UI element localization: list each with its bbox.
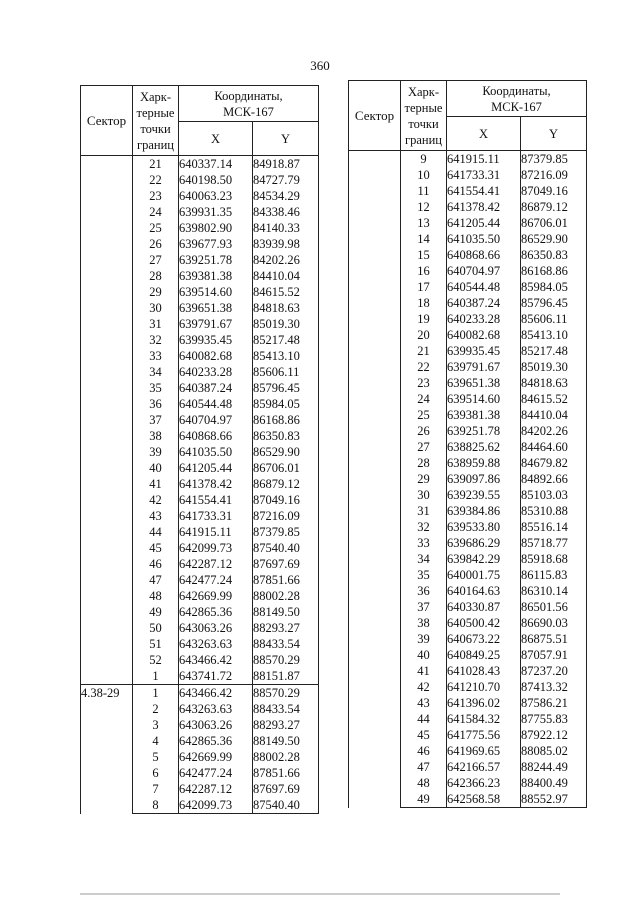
x-coordinate-cell: 641210.70 xyxy=(447,679,521,695)
x-coordinate-cell: 639514.60 xyxy=(179,284,253,300)
x-coordinate-cell: 639931.35 xyxy=(179,204,253,220)
table-row xyxy=(81,685,319,702)
coordinates-table-right xyxy=(348,80,587,808)
point-number-cell: 44 xyxy=(133,524,179,540)
x-coordinate-cell: 639935.45 xyxy=(179,332,253,348)
point-number-cell: 5 xyxy=(133,749,179,765)
x-coordinate-cell: 640337.14 xyxy=(179,156,253,173)
x-coordinate-cell: 643063.26 xyxy=(179,717,253,733)
x-coordinate-cell: 641584.32 xyxy=(447,711,521,727)
y-coordinate-cell: 86168.86 xyxy=(521,263,587,279)
point-number-cell: 22 xyxy=(401,359,447,375)
point-number-cell: 33 xyxy=(133,348,179,364)
y-coordinate-cell: 84140.33 xyxy=(253,220,319,236)
point-number-cell: 49 xyxy=(133,604,179,620)
x-coordinate-cell: 643741.72 xyxy=(179,668,253,685)
point-number-cell: 30 xyxy=(133,300,179,316)
point-number-cell: 22 xyxy=(133,172,179,188)
points-header-line: границ xyxy=(405,132,442,147)
point-number-cell: 6 xyxy=(133,765,179,781)
x-coordinate-cell: 638825.62 xyxy=(447,439,521,455)
x-coordinate-cell: 640387.24 xyxy=(447,295,521,311)
x-coordinate-cell: 640704.97 xyxy=(179,412,253,428)
y-coordinate-cell: 86115.83 xyxy=(521,567,587,583)
x-coordinate-cell: 639384.86 xyxy=(447,503,521,519)
coords-header xyxy=(179,86,319,122)
point-number-cell: 44 xyxy=(401,711,447,727)
x-coordinate-cell: 641554.41 xyxy=(447,183,521,199)
y-coordinate-cell: 86168.86 xyxy=(253,412,319,428)
y-coordinate-cell: 85413.10 xyxy=(521,327,587,343)
y-coordinate-cell: 85796.45 xyxy=(521,295,587,311)
page-number: 360 xyxy=(310,58,330,73)
x-coordinate-cell: 639791.67 xyxy=(179,316,253,332)
point-number-cell: 1 xyxy=(133,685,179,702)
table-body xyxy=(349,151,587,808)
x-coordinate-cell: 641733.31 xyxy=(179,508,253,524)
y-coordinate-cell: 85718.77 xyxy=(521,535,587,551)
point-number-cell: 24 xyxy=(133,204,179,220)
y-coordinate-cell: 86310.14 xyxy=(521,583,587,599)
y-coordinate-cell: 84679.82 xyxy=(521,455,587,471)
y-coordinate-cell: 87540.40 xyxy=(253,540,319,556)
y-coordinate-cell: 88244.49 xyxy=(521,759,587,775)
x-coordinate-cell: 639239.55 xyxy=(447,487,521,503)
point-number-cell: 33 xyxy=(401,535,447,551)
point-number-cell: 47 xyxy=(133,572,179,588)
x-coordinate-cell: 640673.22 xyxy=(447,631,521,647)
point-number-cell: 42 xyxy=(133,492,179,508)
table-row xyxy=(349,151,587,168)
point-number-cell: 20 xyxy=(401,327,447,343)
x-coordinate-cell: 642287.12 xyxy=(179,556,253,572)
point-number-cell: 48 xyxy=(133,588,179,604)
point-number-cell: 40 xyxy=(401,647,447,663)
table-row xyxy=(81,156,319,173)
point-number-cell: 47 xyxy=(401,759,447,775)
point-number-cell: 25 xyxy=(401,407,447,423)
point-number-cell: 21 xyxy=(133,156,179,173)
x-coordinate-cell: 642669.99 xyxy=(179,749,253,765)
x-coordinate-cell: 642477.24 xyxy=(179,765,253,781)
x-coordinate-cell: 641969.65 xyxy=(447,743,521,759)
coords-header-line: Координаты, xyxy=(214,88,283,103)
y-coordinate-cell: 85103.03 xyxy=(521,487,587,503)
x-coordinate-cell: 639097.86 xyxy=(447,471,521,487)
x-coordinate-cell: 639533.80 xyxy=(447,519,521,535)
point-number-cell: 23 xyxy=(133,188,179,204)
table-header xyxy=(81,86,319,156)
point-number-cell: 36 xyxy=(401,583,447,599)
sector-cell xyxy=(81,156,133,685)
point-number-cell: 46 xyxy=(401,743,447,759)
y-coordinate-cell: 88433.54 xyxy=(253,636,319,652)
x-coordinate-cell: 640387.24 xyxy=(179,380,253,396)
x-coordinate-cell: 642366.23 xyxy=(447,775,521,791)
x-coordinate-cell: 640544.48 xyxy=(447,279,521,295)
sector-header: Сектор xyxy=(81,86,133,156)
y-coordinate-cell: 86879.12 xyxy=(521,199,587,215)
y-coordinate-cell: 87057.91 xyxy=(521,647,587,663)
points-header-line: Харк- xyxy=(407,84,440,99)
x-coordinate-cell: 640849.25 xyxy=(447,647,521,663)
point-number-cell: 35 xyxy=(133,380,179,396)
y-coordinate-cell: 87049.16 xyxy=(521,183,587,199)
point-number-cell: 39 xyxy=(401,631,447,647)
x-coordinate-cell: 641396.02 xyxy=(447,695,521,711)
y-coordinate-cell: 88293.27 xyxy=(253,620,319,636)
point-number-cell: 26 xyxy=(133,236,179,252)
point-number-cell: 32 xyxy=(133,332,179,348)
point-number-cell: 14 xyxy=(401,231,447,247)
x-coordinate-cell: 642477.24 xyxy=(179,572,253,588)
y-coordinate-cell: 87379.85 xyxy=(253,524,319,540)
point-number-cell: 9 xyxy=(401,151,447,168)
table-header xyxy=(349,81,587,151)
y-coordinate-cell: 87049.16 xyxy=(253,492,319,508)
point-number-cell: 17 xyxy=(401,279,447,295)
x-coordinate-cell: 641205.44 xyxy=(447,215,521,231)
x-coordinate-cell: 639381.38 xyxy=(447,407,521,423)
x-coordinate-cell: 639514.60 xyxy=(447,391,521,407)
y-coordinate-cell: 85019.30 xyxy=(521,359,587,375)
point-number-cell: 45 xyxy=(133,540,179,556)
point-number-cell: 4 xyxy=(133,733,179,749)
point-number-cell: 42 xyxy=(401,679,447,695)
y-coordinate-cell: 85606.11 xyxy=(253,364,319,380)
x-coordinate-cell: 640544.48 xyxy=(179,396,253,412)
x-coordinate-cell: 640330.87 xyxy=(447,599,521,615)
y-coordinate-cell: 87851.66 xyxy=(253,765,319,781)
y-coordinate-cell: 87237.20 xyxy=(521,663,587,679)
x-coordinate-cell: 642865.36 xyxy=(179,733,253,749)
point-number-cell: 1 xyxy=(133,668,179,685)
x-coordinate-cell: 641915.11 xyxy=(447,151,521,168)
y-coordinate-cell: 84534.29 xyxy=(253,188,319,204)
x-coordinate-cell: 642287.12 xyxy=(179,781,253,797)
point-number-cell: 26 xyxy=(401,423,447,439)
point-number-cell: 16 xyxy=(401,263,447,279)
point-number-cell: 41 xyxy=(401,663,447,679)
point-number-cell: 31 xyxy=(133,316,179,332)
point-number-cell: 30 xyxy=(401,487,447,503)
x-coordinate-cell: 641205.44 xyxy=(179,460,253,476)
x-coordinate-cell: 640082.68 xyxy=(179,348,253,364)
x-coordinate-cell: 639802.90 xyxy=(179,220,253,236)
y-coordinate-cell: 84615.52 xyxy=(253,284,319,300)
x-coordinate-cell: 639651.38 xyxy=(179,300,253,316)
points-header-line: терные xyxy=(136,105,175,120)
point-number-cell: 27 xyxy=(401,439,447,455)
x-coordinate-cell: 643263.63 xyxy=(179,701,253,717)
x-coordinate-cell: 640063.23 xyxy=(179,188,253,204)
point-number-cell: 48 xyxy=(401,775,447,791)
points-header-line: границ xyxy=(137,137,174,152)
coords-header-line: МСК-167 xyxy=(223,104,274,119)
points-header-line: точки xyxy=(140,121,171,136)
y-coordinate-cell: 87379.85 xyxy=(521,151,587,168)
coords-header xyxy=(447,81,587,117)
x-coordinate-cell: 640233.28 xyxy=(179,364,253,380)
point-number-cell: 50 xyxy=(133,620,179,636)
x-coordinate-cell: 641378.42 xyxy=(179,476,253,492)
point-number-cell: 29 xyxy=(401,471,447,487)
sector-cell: 4.38-29 xyxy=(81,685,133,814)
point-number-cell: 10 xyxy=(401,167,447,183)
y-coordinate-cell: 87697.69 xyxy=(253,556,319,572)
point-number-cell: 40 xyxy=(133,460,179,476)
x-coordinate-cell: 640198.50 xyxy=(179,172,253,188)
y-coordinate-cell: 86690.03 xyxy=(521,615,587,631)
point-number-cell: 34 xyxy=(401,551,447,567)
y-coordinate-cell: 86529.90 xyxy=(521,231,587,247)
coordinates-table-left xyxy=(80,85,319,814)
point-number-cell: 32 xyxy=(401,519,447,535)
y-coordinate-cell: 88570.29 xyxy=(253,685,319,702)
point-number-cell: 12 xyxy=(401,199,447,215)
x-coordinate-cell: 640001.75 xyxy=(447,567,521,583)
y-coordinate-cell: 85984.05 xyxy=(521,279,587,295)
y-coordinate-cell: 84202.26 xyxy=(253,252,319,268)
point-number-cell: 28 xyxy=(133,268,179,284)
x-header: X xyxy=(179,122,253,156)
y-coordinate-cell: 87216.09 xyxy=(253,508,319,524)
y-coordinate-cell: 85310.88 xyxy=(521,503,587,519)
y-coordinate-cell: 86501.56 xyxy=(521,599,587,615)
y-coordinate-cell: 85413.10 xyxy=(253,348,319,364)
sector-header: Сектор xyxy=(349,81,401,151)
y-coordinate-cell: 87216.09 xyxy=(521,167,587,183)
x-coordinate-cell: 640164.63 xyxy=(447,583,521,599)
x-coordinate-cell: 641035.50 xyxy=(447,231,521,247)
y-coordinate-cell: 86706.01 xyxy=(253,460,319,476)
point-number-cell: 23 xyxy=(401,375,447,391)
point-number-cell: 25 xyxy=(133,220,179,236)
point-number-cell: 24 xyxy=(401,391,447,407)
point-number-cell: 2 xyxy=(133,701,179,717)
x-coordinate-cell: 642099.73 xyxy=(179,797,253,814)
point-number-cell: 7 xyxy=(133,781,179,797)
scan-edge-line xyxy=(80,893,560,895)
point-number-cell: 37 xyxy=(133,412,179,428)
y-coordinate-cell: 84892.66 xyxy=(521,471,587,487)
point-number-cell: 38 xyxy=(133,428,179,444)
x-coordinate-cell: 639791.67 xyxy=(447,359,521,375)
x-coordinate-cell: 640082.68 xyxy=(447,327,521,343)
point-number-cell: 21 xyxy=(401,343,447,359)
y-coordinate-cell: 84410.04 xyxy=(253,268,319,284)
y-coordinate-cell: 87697.69 xyxy=(253,781,319,797)
y-coordinate-cell: 86879.12 xyxy=(253,476,319,492)
x-header: X xyxy=(447,117,521,151)
point-number-cell: 31 xyxy=(401,503,447,519)
y-header: Y xyxy=(521,117,587,151)
y-coordinate-cell: 88570.29 xyxy=(253,652,319,668)
point-number-cell: 27 xyxy=(133,252,179,268)
x-coordinate-cell: 641035.50 xyxy=(179,444,253,460)
y-coordinate-cell: 87413.32 xyxy=(521,679,587,695)
x-coordinate-cell: 643263.63 xyxy=(179,636,253,652)
point-number-cell: 49 xyxy=(401,791,447,808)
y-coordinate-cell: 84818.63 xyxy=(253,300,319,316)
x-coordinate-cell: 642568.58 xyxy=(447,791,521,808)
y-coordinate-cell: 88085.02 xyxy=(521,743,587,759)
y-coordinate-cell: 88149.50 xyxy=(253,733,319,749)
x-coordinate-cell: 641028.43 xyxy=(447,663,521,679)
y-coordinate-cell: 87851.66 xyxy=(253,572,319,588)
x-coordinate-cell: 642099.73 xyxy=(179,540,253,556)
y-coordinate-cell: 88400.49 xyxy=(521,775,587,791)
point-number-cell: 35 xyxy=(401,567,447,583)
table-body xyxy=(81,156,319,814)
x-coordinate-cell: 639251.78 xyxy=(447,423,521,439)
x-coordinate-cell: 643063.26 xyxy=(179,620,253,636)
point-number-cell: 34 xyxy=(133,364,179,380)
x-coordinate-cell: 639251.78 xyxy=(179,252,253,268)
y-coordinate-cell: 84338.46 xyxy=(253,204,319,220)
x-coordinate-cell: 639686.29 xyxy=(447,535,521,551)
y-coordinate-cell: 86706.01 xyxy=(521,215,587,231)
x-coordinate-cell: 641378.42 xyxy=(447,199,521,215)
x-coordinate-cell: 641915.11 xyxy=(179,524,253,540)
x-coordinate-cell: 640868.66 xyxy=(179,428,253,444)
y-coordinate-cell: 83939.98 xyxy=(253,236,319,252)
coords-header-line: Координаты, xyxy=(482,83,551,98)
point-number-cell: 19 xyxy=(401,311,447,327)
y-coordinate-cell: 85606.11 xyxy=(521,311,587,327)
point-number-cell: 36 xyxy=(133,396,179,412)
y-coordinate-cell: 84918.87 xyxy=(253,156,319,173)
sector-cell xyxy=(349,151,401,808)
point-number-cell: 43 xyxy=(133,508,179,524)
y-coordinate-cell: 87755.83 xyxy=(521,711,587,727)
x-coordinate-cell: 639651.38 xyxy=(447,375,521,391)
y-coordinate-cell: 88552.97 xyxy=(521,791,587,808)
point-number-cell: 15 xyxy=(401,247,447,263)
x-coordinate-cell: 642166.57 xyxy=(447,759,521,775)
x-coordinate-cell: 639935.45 xyxy=(447,343,521,359)
y-coordinate-cell: 88149.50 xyxy=(253,604,319,620)
y-coordinate-cell: 87540.40 xyxy=(253,797,319,814)
x-coordinate-cell: 641775.56 xyxy=(447,727,521,743)
y-coordinate-cell: 87922.12 xyxy=(521,727,587,743)
y-coordinate-cell: 87586.21 xyxy=(521,695,587,711)
point-number-cell: 3 xyxy=(133,717,179,733)
point-number-cell: 52 xyxy=(133,652,179,668)
y-coordinate-cell: 88293.27 xyxy=(253,717,319,733)
y-coordinate-cell: 85984.05 xyxy=(253,396,319,412)
coords-header-line: МСК-167 xyxy=(491,99,542,114)
points-header-line: точки xyxy=(408,116,439,131)
point-number-cell: 39 xyxy=(133,444,179,460)
y-coordinate-cell: 84464.60 xyxy=(521,439,587,455)
point-number-cell: 29 xyxy=(133,284,179,300)
y-coordinate-cell: 85019.30 xyxy=(253,316,319,332)
y-coordinate-cell: 85918.68 xyxy=(521,551,587,567)
y-coordinate-cell: 86350.83 xyxy=(521,247,587,263)
x-coordinate-cell: 639381.38 xyxy=(179,268,253,284)
x-coordinate-cell: 641733.31 xyxy=(447,167,521,183)
point-number-cell: 41 xyxy=(133,476,179,492)
y-coordinate-cell: 86350.83 xyxy=(253,428,319,444)
x-coordinate-cell: 642669.99 xyxy=(179,588,253,604)
y-header: Y xyxy=(253,122,319,156)
x-coordinate-cell: 640868.66 xyxy=(447,247,521,263)
y-coordinate-cell: 85516.14 xyxy=(521,519,587,535)
y-coordinate-cell: 84818.63 xyxy=(521,375,587,391)
point-number-cell: 45 xyxy=(401,727,447,743)
point-number-cell: 46 xyxy=(133,556,179,572)
y-coordinate-cell: 84410.04 xyxy=(521,407,587,423)
point-number-cell: 28 xyxy=(401,455,447,471)
x-coordinate-cell: 639842.29 xyxy=(447,551,521,567)
points-header xyxy=(133,86,179,156)
point-number-cell: 8 xyxy=(133,797,179,814)
x-coordinate-cell: 640704.97 xyxy=(447,263,521,279)
y-coordinate-cell: 85217.48 xyxy=(521,343,587,359)
y-coordinate-cell: 84727.79 xyxy=(253,172,319,188)
points-header-line: Харк- xyxy=(139,89,172,104)
y-coordinate-cell: 88433.54 xyxy=(253,701,319,717)
point-number-cell: 51 xyxy=(133,636,179,652)
y-coordinate-cell: 88002.28 xyxy=(253,749,319,765)
points-header xyxy=(401,81,447,151)
point-number-cell: 18 xyxy=(401,295,447,311)
y-coordinate-cell: 88002.28 xyxy=(253,588,319,604)
x-coordinate-cell: 640500.42 xyxy=(447,615,521,631)
point-number-cell: 13 xyxy=(401,215,447,231)
x-coordinate-cell: 640233.28 xyxy=(447,311,521,327)
y-coordinate-cell: 86529.90 xyxy=(253,444,319,460)
point-number-cell: 11 xyxy=(401,183,447,199)
point-number-cell: 37 xyxy=(401,599,447,615)
x-coordinate-cell: 641554.41 xyxy=(179,492,253,508)
x-coordinate-cell: 643466.42 xyxy=(179,652,253,668)
y-coordinate-cell: 86875.51 xyxy=(521,631,587,647)
x-coordinate-cell: 642865.36 xyxy=(179,604,253,620)
points-header-line: терные xyxy=(404,100,443,115)
y-coordinate-cell: 85796.45 xyxy=(253,380,319,396)
y-coordinate-cell: 84202.26 xyxy=(521,423,587,439)
y-coordinate-cell: 84615.52 xyxy=(521,391,587,407)
y-coordinate-cell: 88151.87 xyxy=(253,668,319,685)
point-number-cell: 43 xyxy=(401,695,447,711)
x-coordinate-cell: 638959.88 xyxy=(447,455,521,471)
point-number-cell: 38 xyxy=(401,615,447,631)
x-coordinate-cell: 639677.93 xyxy=(179,236,253,252)
x-coordinate-cell: 643466.42 xyxy=(179,685,253,702)
y-coordinate-cell: 85217.48 xyxy=(253,332,319,348)
